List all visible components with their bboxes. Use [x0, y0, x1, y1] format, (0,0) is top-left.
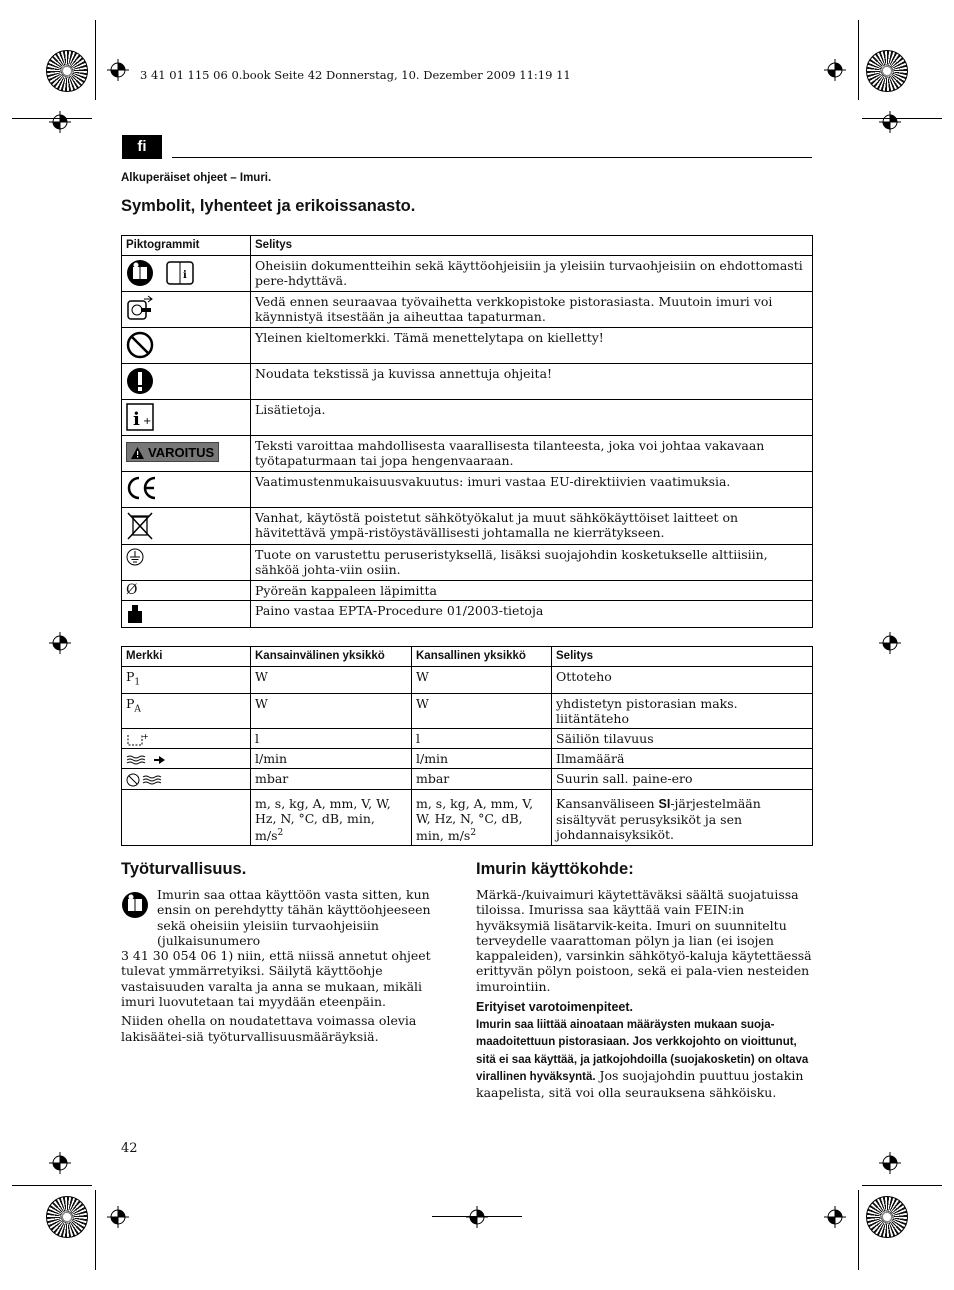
- table-row: [122, 472, 813, 508]
- registration-mark-icon: [49, 1152, 71, 1174]
- info-icon: [126, 403, 154, 431]
- table-row: [122, 436, 813, 472]
- color-wheel-mark-icon: [866, 50, 908, 92]
- registration-mark-icon: [49, 632, 71, 654]
- symbol-description: Paino vastaa EPTA-Procedure 01/2003-tietoja: [251, 601, 813, 628]
- table-row: [122, 400, 813, 436]
- unit-description: Suurin sall. paine-ero: [552, 769, 813, 790]
- table-row: [122, 328, 813, 364]
- table-row: [122, 749, 813, 769]
- safety-paragraph: Imurin saa ottaa käyttöön vasta sitten, kun ensin on perehdytty tähän käyttöohjeeseen sekä oheisiin yleisiin turvaohjeisiin (julkaisunumero: [157, 887, 431, 948]
- table-row: [122, 364, 813, 400]
- svg-text:+: +: [143, 416, 152, 427]
- unit-description: Ilmamäärä: [552, 749, 813, 769]
- intl-unit: m, s, kg, A, mm, V, W, Hz, N, °C, dB, min, $m/s^2$: [251, 789, 412, 845]
- registration-mark-icon: [49, 111, 71, 133]
- table-row: [122, 769, 813, 790]
- table-header: Kansallinen yksikkö: [412, 647, 552, 667]
- symbol-description: Tuote on varustettu peruseristyksellä, lisäksi suojajohdin kosketukselle alttiisiin, sähköä johta-viin osiin.: [251, 545, 813, 581]
- registration-mark-icon: [107, 59, 129, 81]
- protective-earth-icon: [126, 548, 144, 566]
- language-tab: fi: [122, 135, 162, 159]
- color-wheel-mark-icon: [46, 1196, 88, 1238]
- symbol-description: Lisätietoja.: [251, 400, 813, 436]
- book-header-line: 3 41 01 115 06 0.book Seite 42 Donnerstag, 10. Dezember 2009 11:19 11: [140, 68, 571, 82]
- svg-text:i: i: [133, 409, 140, 430]
- national-unit: m, s, kg, A, mm, V, W, Hz, N, °C, dB, min, $m/s^2$: [412, 789, 552, 845]
- registration-mark-icon: [879, 1152, 901, 1174]
- table-row: [122, 693, 813, 728]
- original-instructions-subtitle: Alkuperäiset ohjeet – Imuri.: [121, 172, 272, 184]
- warning-exclamation-icon: [126, 367, 154, 395]
- unit-description: Ottoteho: [552, 667, 813, 694]
- table-row: [122, 601, 813, 628]
- safety-paragraph: Niiden ohella on noudatettava voimassa olevia lakisäätei-siä työturvallisuusmääräyksiä.: [121, 1013, 417, 1044]
- table-header: Kansainvälinen yksikkö: [251, 647, 412, 667]
- unit-sign: [122, 789, 251, 845]
- airflow-icon: [126, 754, 166, 766]
- registration-mark-icon: [466, 1206, 488, 1228]
- varoitus-label: VAROITUS: [126, 442, 219, 462]
- symbol-description: Pyöreän kappaleen läpimitta: [251, 581, 813, 601]
- symbol-description: Noudata tekstissä ja kuvissa annettuja ohjeita!: [251, 364, 813, 400]
- national-unit: W: [412, 667, 552, 694]
- registration-mark-icon: [824, 1206, 846, 1228]
- intl-unit: l/min: [251, 749, 412, 769]
- unit-description: Kansanväliseen SI-järjestelmään sisältyvät perusyksiköt ja sen johdannaisyksiköt.: [552, 789, 813, 845]
- table-header: Selitys: [552, 647, 813, 667]
- precautions-paragraph: Imurin saa liittää ainoataan määräysten mukaan suoja-maadoitettuun pistorasiaan. Jos verkkojohto on vioittunut, sitä ei saa käyttää, ja jatkojohdoilla (suojakosketin) on oltava virallinen hyväksyntä. Jos suojajohdin puuttuu jostakin kaapelista, sitä voi olla seurauksena sähköisku.: [476, 1019, 809, 1101]
- unit-description: yhdistetyn pistorasian maks. liitäntäteho: [552, 693, 813, 728]
- section-title: Symbolit, lyhenteet ja erikoissanasto.: [121, 197, 416, 215]
- table-row: [122, 728, 813, 749]
- manual-info-icon: [166, 259, 194, 287]
- unit-sign: $P_1$: [122, 667, 251, 694]
- vacuum-pressure-icon: [126, 773, 166, 787]
- national-unit: l: [412, 728, 552, 749]
- symbol-description: Teksti varoittaa mahdollisesta vaarallisesta tilanteesta, joka voi johtaa vakavaan työtapaturmaan tai jopa hengenvaaraan.: [251, 436, 813, 472]
- safety-paragraph: 3 41 30 054 06 1) niin, että niissä annetut ohjeet tulevat ymmärretyiksi. Säilytä käyttöohje vastaisuuden varalta ja anna se mukaan, mikäli imuri luovutetaan tai myydään eteenpäin.: [121, 948, 431, 1010]
- table-row: [122, 581, 813, 601]
- safety-title: Työturvallisuus.: [121, 860, 247, 878]
- symbol-description: Vedä ennen seuraavaa työvaihetta verkkopistoke pistorasiasta. Muutoin imuri voi käynnistyä itsestään ja aiheuttaa tapaturman.: [251, 292, 813, 328]
- symbol-description: Oheisiin dokumentteihin sekä käyttöohjeisiin ja yleisiin turvaohjeisiin on ehdottomasti pere-hdyttävä.: [251, 256, 813, 292]
- registration-mark-icon: [879, 111, 901, 133]
- intl-unit: l: [251, 728, 412, 749]
- units-table: [121, 646, 813, 846]
- table-row: [122, 292, 813, 328]
- symbol-description: Vaatimustenmukaisuusvakuutus: imuri vastaa EU-direktiivien vaatimuksia.: [251, 472, 813, 508]
- page-number: 42: [121, 1141, 138, 1156]
- symbol-description: Yleinen kieltomerkki. Tämä menettelytapa on kielletty!: [251, 328, 813, 364]
- read-manual-icon: [126, 259, 154, 287]
- registration-mark-icon: [879, 632, 901, 654]
- unplug-icon: [126, 295, 154, 323]
- intl-unit: W: [251, 693, 412, 728]
- svg-text:i: i: [182, 270, 187, 281]
- table-row: [122, 667, 813, 694]
- special-precautions-heading: Erityiset varotoimenpiteet.: [476, 1000, 633, 1015]
- table-header: Merkki: [122, 647, 251, 667]
- table-row: [122, 789, 813, 845]
- weight-icon: [126, 604, 144, 624]
- table-header: Selitys: [251, 236, 813, 256]
- unit-sign: $P_A$: [122, 693, 251, 728]
- registration-mark-icon: [824, 59, 846, 81]
- container-volume-icon: [126, 732, 148, 746]
- prohibition-icon: [126, 331, 154, 359]
- weee-bin-icon: [126, 511, 154, 541]
- intended-use-title: Imurin käyttökohde:: [476, 860, 634, 878]
- safety-section: [121, 860, 456, 1044]
- diameter-symbol: Ø: [126, 582, 138, 598]
- national-unit: W: [412, 693, 552, 728]
- intl-unit: mbar: [251, 769, 412, 790]
- svg-text:+: +: [142, 732, 149, 741]
- table-header: Piktogrammit: [122, 236, 251, 256]
- intended-use-paragraph: Märkä-/kuivaimuri käytettäväksi säältä suojatuissa tiloissa. Imurissa saa käyttää vain FEIN:in hyväksymiä lisätarvik-keita. Imuri on suunniteltu terveydelle vaarattoman pölyn ja lian (ei isojen kappaleiden), varsinkin sähkötyö-kaluja käytettäessä erittyvän pölyn poistoon, sekä ei pala-vien nesteiden imurointiin.: [476, 887, 812, 994]
- national-unit: l/min: [412, 749, 552, 769]
- table-row: [122, 256, 813, 292]
- intended-use-section: [476, 860, 813, 1101]
- unit-description: Säiliön tilavuus: [552, 728, 813, 749]
- read-manual-icon: [121, 891, 149, 919]
- national-unit: mbar: [412, 769, 552, 790]
- table-row: [122, 508, 813, 545]
- table-row: [122, 545, 813, 581]
- color-wheel-mark-icon: [46, 50, 88, 92]
- intl-unit: W: [251, 667, 412, 694]
- ce-mark-icon: [126, 475, 158, 501]
- symbols-table: [121, 235, 813, 628]
- color-wheel-mark-icon: [866, 1196, 908, 1238]
- registration-mark-icon: [107, 1206, 129, 1228]
- warning-triangle-icon: [131, 447, 144, 459]
- symbol-description: Vanhat, käytöstä poistetut sähkötyökalut ja muut sähkökäyttöiset laitteet on hävitettävä ympä-ristöystävällisesti johtamalla ne kierrätykseen.: [251, 508, 813, 545]
